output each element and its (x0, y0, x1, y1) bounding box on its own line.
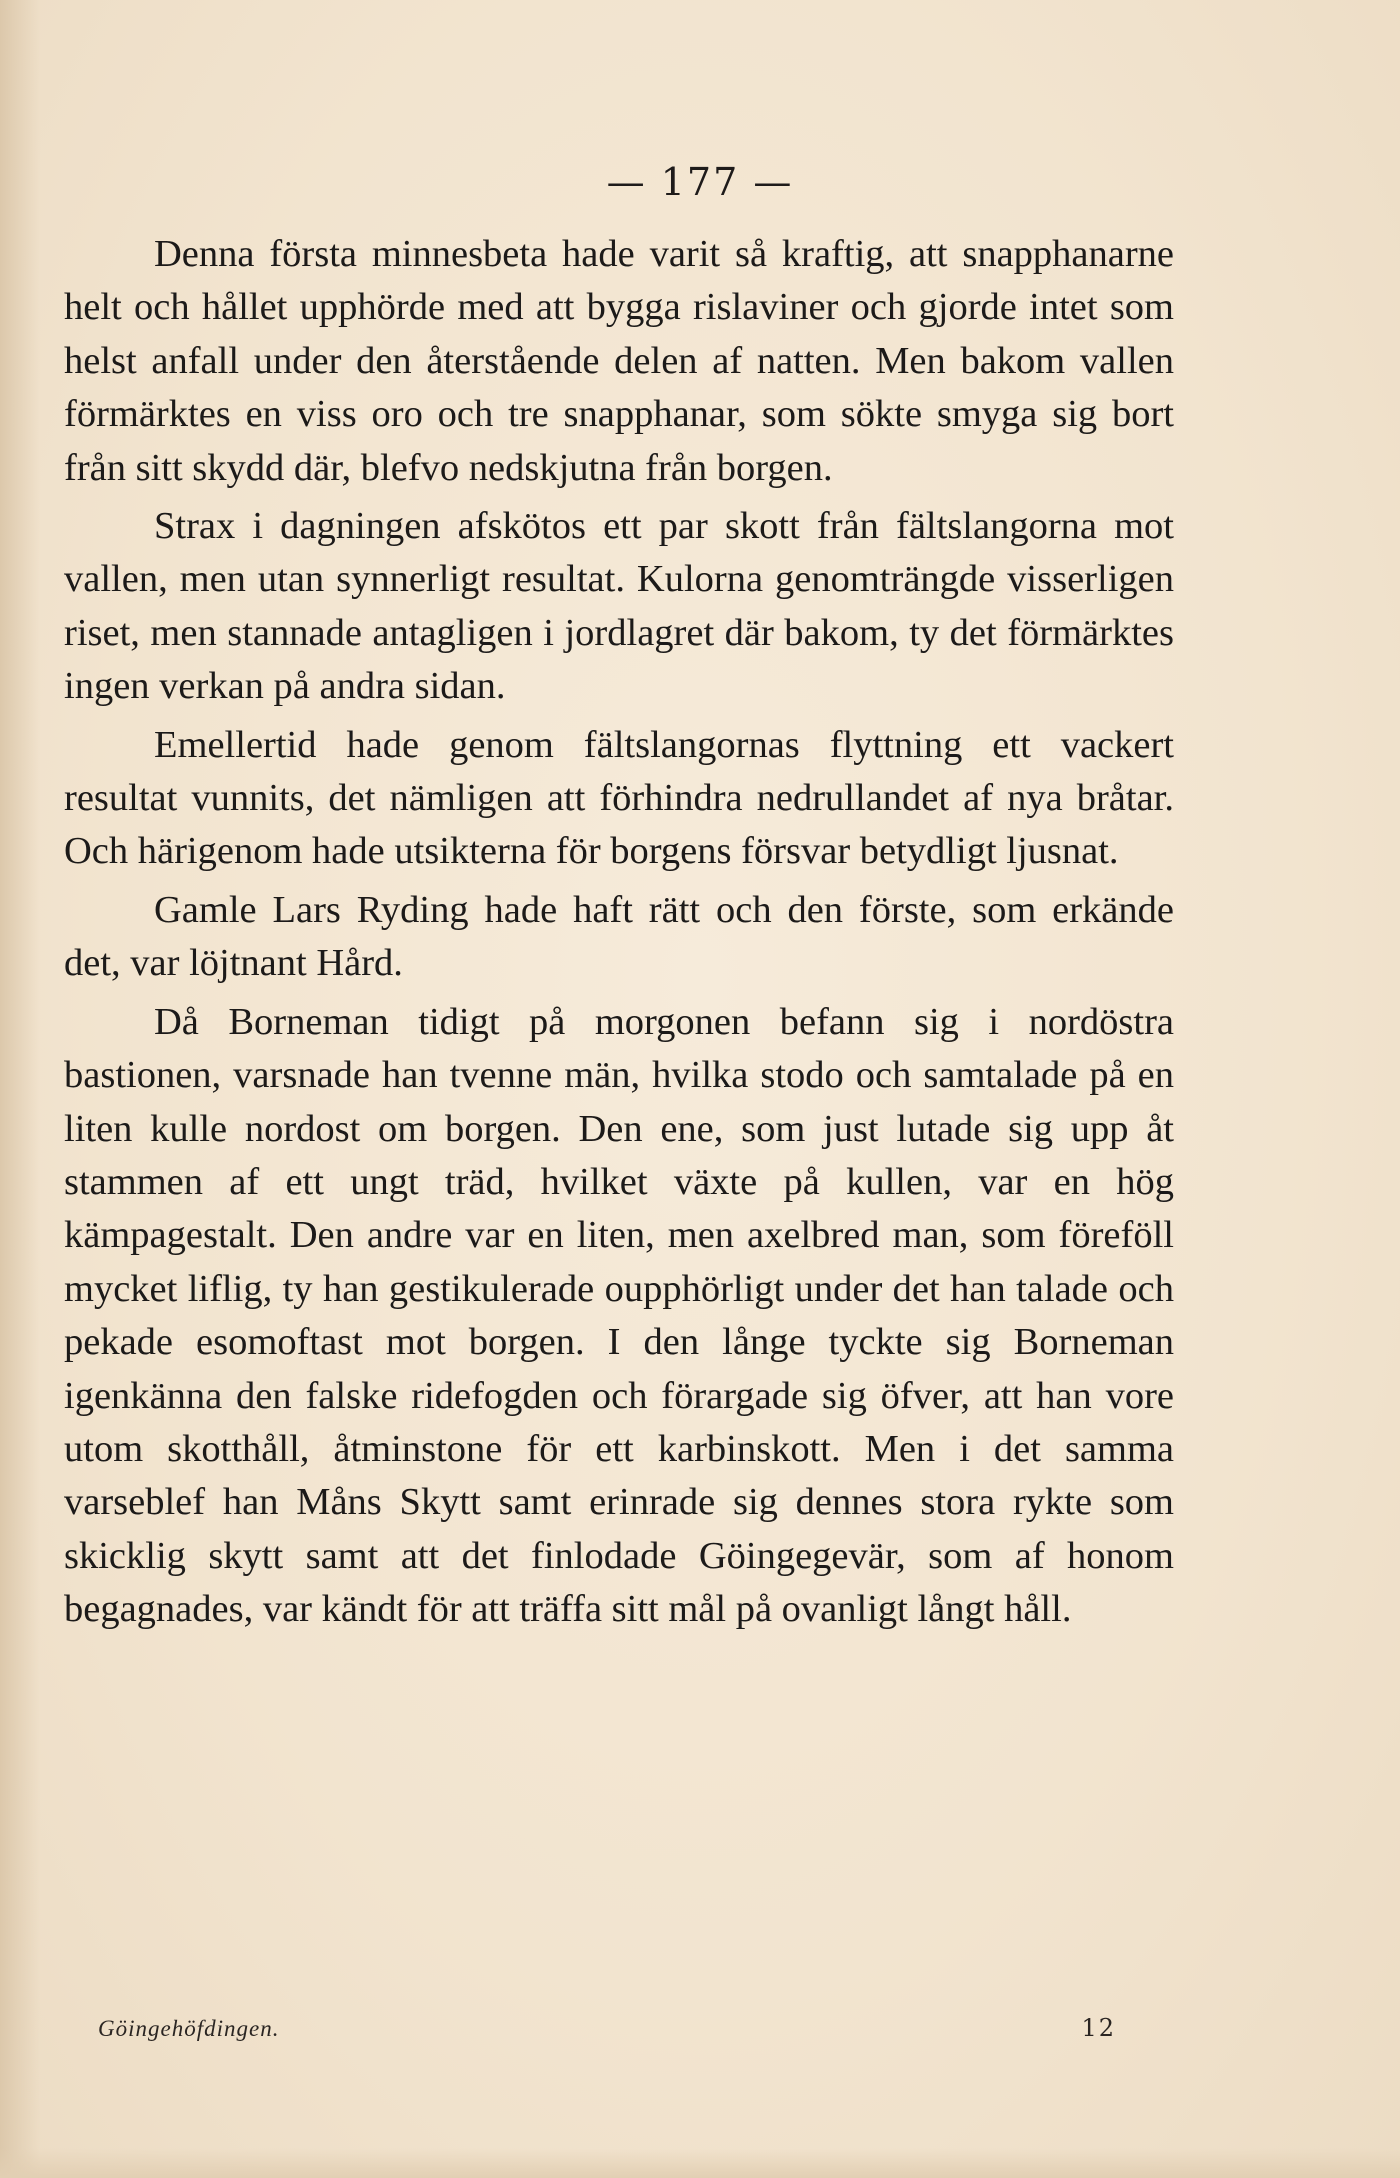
footer-signature-mark: 12 (1081, 2014, 1116, 2042)
page-number: — 177 — (606, 160, 794, 204)
paragraph-4: Gamle Lars Ryding hade haft rätt och den förste, som erkände det, var löjtnant Hård. (64, 888, 1174, 985)
body-text (64, 228, 1174, 1642)
page-footer (98, 2014, 1116, 2042)
paragraph-2: Strax i dagningen afskötos ett par skott från fältslangorna mot vallen, men utan synnerligt resultat. Kulorna genomträngde visserligen riset, men stannade antagligen i jordlagret där bakom, ty det förmärktes ingen verkan på andra sidan. (64, 505, 1174, 708)
footer-book-title: Göingehöfdingen. (98, 2016, 280, 2041)
paragraph-3: Emellertid hade genom fältslangornas flyttning ett vackert resultat vunnits, det nämligen att förhindra nedrullandet af nya bråtar. Och härigenom hade utsikterna för borgens försvar betydligt ljusnat. (64, 723, 1174, 873)
page-shadow-left (0, 0, 40, 2178)
paragraph-1: Denna första minnesbeta hade varit så kraftig, att snapphanarne helt och hållet upphörde med att bygga rislaviner och gjorde intet som helst anfall under den återstående delen af natten. Men bakom vallen förmärktes en viss oro och tre snapphanar, som sökte smyga sig bort från sitt skydd där, blefvo nedskjutna från borgen. (64, 233, 1174, 489)
paragraph-5: Då Borneman tidigt på morgonen befann sig i nordöstra bastionen, varsnade han tvenne män, hvilka stodo och samtalade på en liten kulle nordost om borgen. Den ene, som just lutade sig upp åt stammen af ett ungt träd, hvilket växte på kullen, var en hög kämpagestalt. Den andre var en liten, men axelbred man, som föreföll mycket liflig, ty han gestikulerade oupphörligt under det han talade och pekade esomoftast mot borgen. I den långe tyckte sig Borneman igenkänna den falske ridefogden och förargade sig öfver, att han vore utom skotthåll, åtminstone för ett karbinskott. Men i det samma varseblef han Måns Skytt samt erinrade sig dennes stora rykte som skicklig skytt samt att det finlodade Göingegevär, som af honom begagnades, var kändt för att träffa sitt mål på ovanligt långt håll. (64, 1000, 1174, 1631)
page-shadow-bottom (0, 2148, 1400, 2178)
